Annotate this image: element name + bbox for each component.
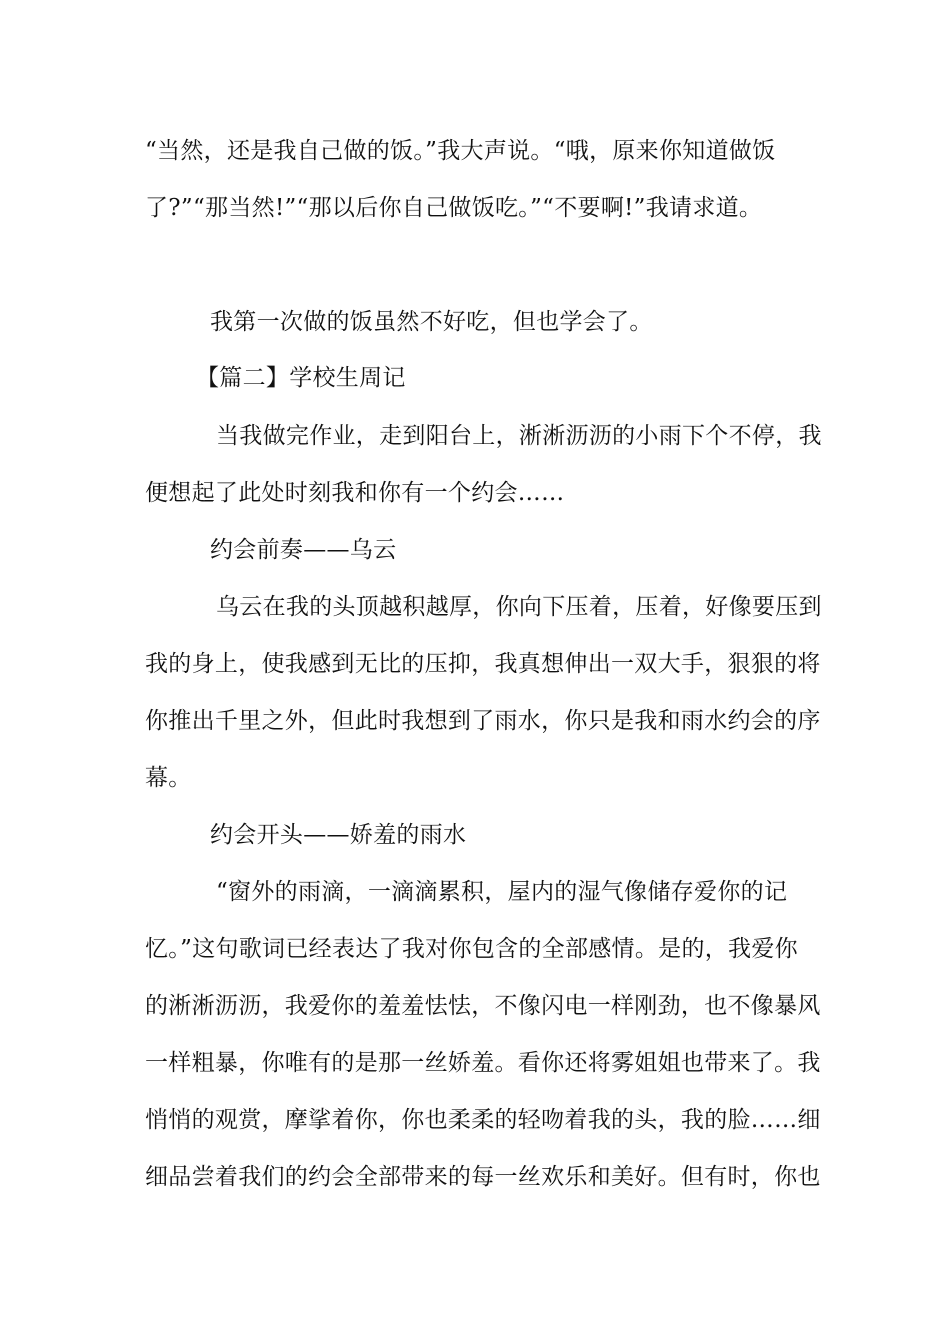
paragraph-line: “当然，还是我自己做的饭。”我大声说。“哦，原来你知道做饭 <box>145 138 776 164</box>
paragraph-line: 忆。”这句歌词已经表达了我对你包含的全部感情。是的，我爱你 <box>145 936 798 962</box>
paragraph-line: 的淅淅沥沥，我爱你的羞羞怯怯，不像闪电一样刚劲，也不像暴风 <box>145 993 821 1019</box>
paragraph-line: 当我做完作业，走到阳台上，淅淅沥沥的小雨下个不停，我 <box>216 423 822 449</box>
paragraph-line: 便想起了此处时刻我和你有一个约会…… <box>145 480 565 506</box>
paragraph-line: 细品尝着我们的约会全部带来的每一丝欢乐和美好。但有时，你也 <box>145 1164 821 1190</box>
subsection-heading: 约会前奏——乌云 <box>210 537 397 563</box>
paragraph-line: 悄悄的观赏，摩挲着你，你也柔柔的轻吻着我的头，我的脸……细 <box>145 1107 821 1133</box>
section-heading: 【篇二】学校生周记 <box>196 365 406 391</box>
paragraph-line: 我的身上，使我感到无比的压抑，我真想伸出一双大手，狠狠的将 <box>145 651 821 677</box>
paragraph-line: 幕。 <box>145 765 192 791</box>
paragraph-line: 了?”“那当然!”“那以后你自己做饭吃。”“不要啊!”我请求道。 <box>145 195 763 221</box>
paragraph-line: 你推出千里之外，但此时我想到了雨水，你只是我和雨水约会的序 <box>145 708 821 734</box>
paragraph-line: “窗外的雨滴，一滴滴累积，屋内的湿气像储存爱你的记 <box>216 879 788 905</box>
subsection-heading: 约会开头——娇羞的雨水 <box>210 822 467 848</box>
paragraph-line: 乌云在我的头顶越积越厚，你向下压着，压着，好像要压到 <box>216 594 822 620</box>
paragraph-line: 我第一次做的饭虽然不好吃，但也学会了。 <box>210 309 653 335</box>
paragraph-line: 一样粗暴，你唯有的是那一丝娇羞。看你还将雾姐姐也带来了。我 <box>145 1050 821 1076</box>
